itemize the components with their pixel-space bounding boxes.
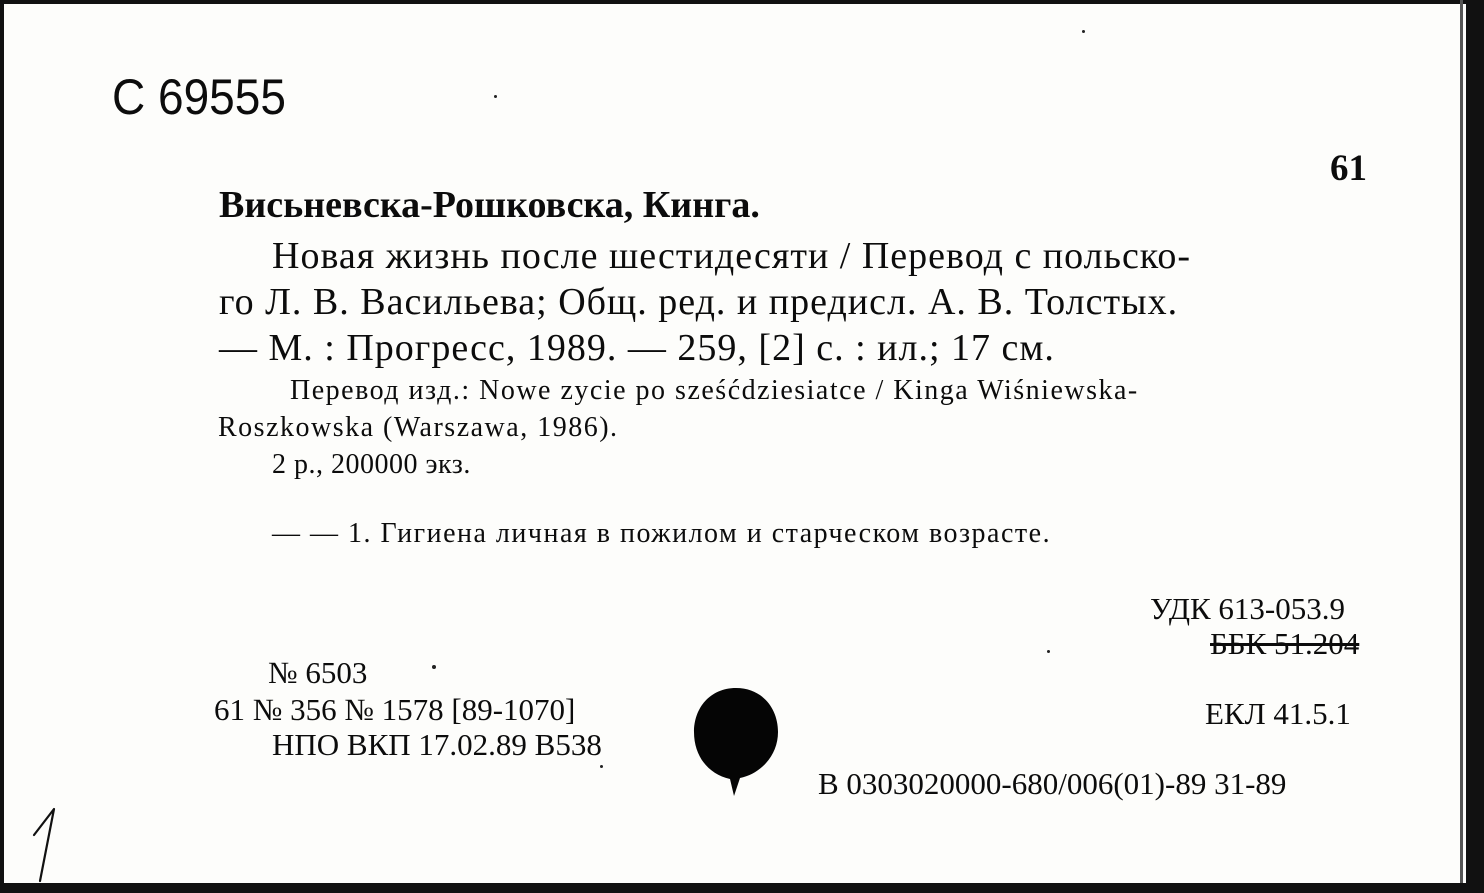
speck: [600, 765, 603, 768]
card-border-right-inner: [1460, 0, 1463, 893]
bbk-code: ББК 51.204: [1210, 626, 1360, 661]
title-line-3: — М. : Прогресс, 1989. — 259, [2] с. : ил.; 17 см.: [219, 327, 1055, 369]
speck: [494, 95, 497, 98]
card-border-left: [0, 0, 4, 893]
udk-code: УДК 613-053.9: [1150, 591, 1345, 626]
subject-heading: — — 1. Гигиена личная в пожилом и старческом возрасте.: [272, 518, 1052, 549]
handwritten-mark: [30, 805, 70, 885]
card-number: 61: [1330, 148, 1367, 189]
ekl-code: ЕКЛ 41.5.1: [1205, 696, 1351, 731]
speck: [432, 665, 436, 669]
speck: [1047, 650, 1050, 653]
publisher-code: В 0303020000-680/006(01)-89 31-89: [818, 766, 1287, 801]
registry-entry: 61 № 356 № 1578 [89-1070]: [214, 692, 576, 727]
card-border-right: [1466, 0, 1484, 893]
registry-org-date: НПО ВКП 17.02.89 В538: [272, 727, 602, 762]
title-line-2: го Л. В. Васильева; Общ. ред. и предисл. А. В. Толстых.: [219, 281, 1179, 323]
card-border-bottom: [0, 883, 1484, 893]
punch-hole-blot: [690, 686, 782, 802]
author-heading: Висьневска-Рошковска, Кинга.: [219, 184, 760, 226]
original-title-line-2: Roszkowska (Warszawa, 1986).: [218, 412, 619, 443]
call-number: С 69555: [112, 69, 286, 125]
speck: [1082, 30, 1085, 33]
registry-number: № 6503: [268, 655, 368, 690]
original-title-line-1: Перевод изд.: Nowe zycie po sześćdziesiatce / Kinga Wiśniewska-: [290, 375, 1139, 406]
price-and-print-run: 2 р., 200000 экз.: [272, 449, 471, 480]
card-border-top: [0, 0, 1484, 4]
title-line-1: Новая жизнь после шестидесяти / Перевод с польско-: [272, 235, 1191, 277]
